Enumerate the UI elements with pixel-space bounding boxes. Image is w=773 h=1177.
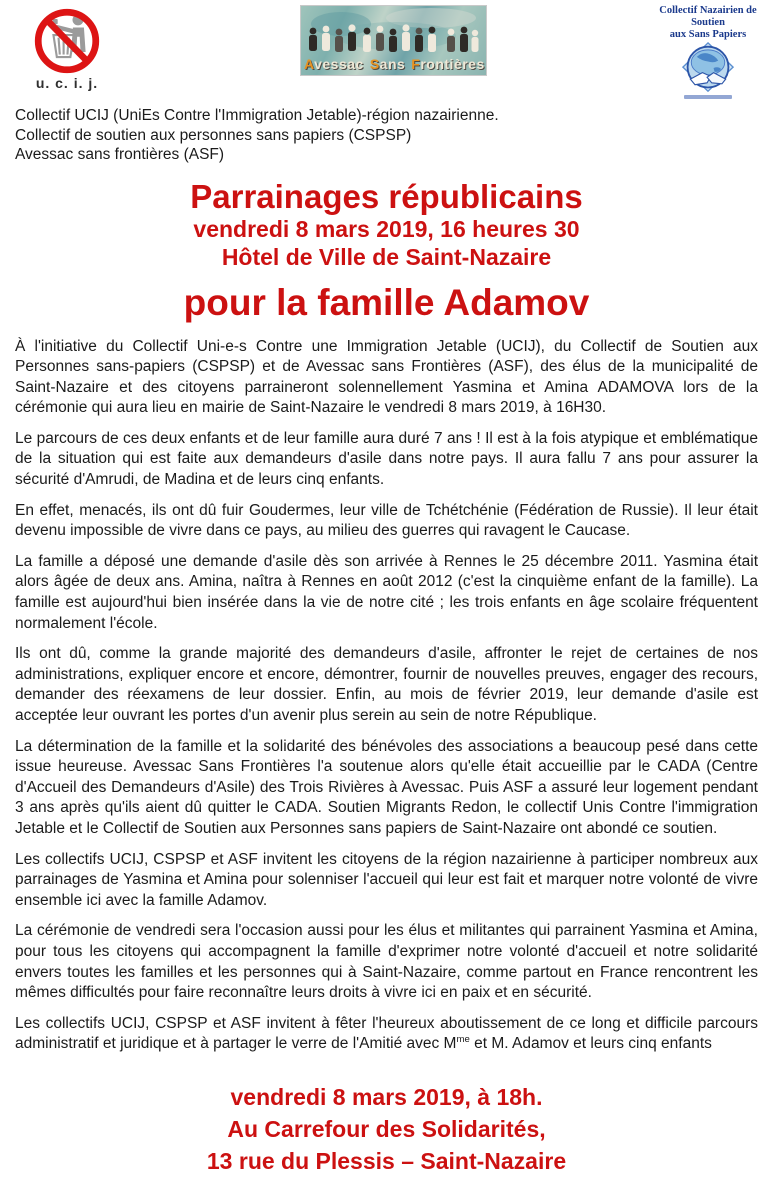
asf-logo-text: Avessac Sans Frontières <box>304 56 485 72</box>
paragraph: Le parcours de ces deux enfants et de leur famille aura duré 7 ans ! Il est à la fois atypique et emblématique de la situation qui est faite aux demandeurs d'asile dans notre pays. Il aura fallu 7 ans pour assurer la sécurité d'Amrudi, de Madina et de leurs cinq enfants. <box>15 429 758 489</box>
paragraph-closing: Les collectifs UCIJ, CSPSP et ASF invitent à fêter l'heureux aboutissement de ce long et difficile parcours administratif et juridique et à partager le verre de l'Amitié avec $M^{me}$ et M. Adamov et leurs cinq enfants <box>15 1014 758 1053</box>
paragraph: En effet, menacés, ils ont dû fuir Goudermes, leur ville de Tchétchénie (Fédération de Russie). Il leur était devenu impossible de vivre dans ce pays, au milieu des guerres qui ravagent le Caucase. <box>15 501 758 540</box>
globe-handshake-icon <box>680 42 736 94</box>
logo-row <box>0 0 773 98</box>
no-littering-icon <box>24 8 110 74</box>
collective-line: Collectif de soutien aux personnes sans papiers (CSPSP) <box>15 126 412 144</box>
footer-address: 13 rue du Plessis – Saint-Nazaire <box>206 1147 567 1174</box>
paragraph: Ils ont dû, comme la grande majorité des demandeurs d'asile, affronter le rejet de certaines de nos administrations, expliquer encore et encore, démontrer, fournir de nouvelles preuves, engager des recours, demander des réexamens de leur dossier. Enfin, au mois de février 2019, leur demande d'asile est acceptée leur ouvrant les portes d'un avenir plus serein au sein de notre République. <box>15 645 758 724</box>
cnsp-logo <box>650 5 766 99</box>
body-text <box>0 323 773 1055</box>
asf-logo <box>300 5 487 76</box>
paragraph: Les collectifs UCIJ, CSPSP et ASF invitent les citoyens de la région nazairienne à participer nombreux aux parrainages de Yasmina et Amina pour solenniser l'accueil qui leur est fait et marquer notre volonté de vivre ensemble ici avec la famille Adamov. <box>15 850 758 909</box>
paragraph: La détermination de la famille et la solidarité des bénévoles des associations a beaucoup pesé dans cette issue heureuse. Avessac Sans Frontières l'a soutenue alors qu'elle était accueillie par le CADA (Centre d'Accueil des Demandeurs d'Asile) des Trois Rivières à Avessac. Puis ASF a assuré leur logement pendant 3 ans après qu'ils aient dû quitter le CADA. Soutien Migrants Redon, le collectif Unis Contre l'immigration Jetable et le Collectif de Soutien aux Personnes sans papiers de Saint-Nazaire ont abondé ce soutien. <box>15 737 758 837</box>
superscript-me: me <box>456 1034 470 1046</box>
footer-venue: Au Carrefour des Solidarités, <box>227 1115 546 1142</box>
title-block <box>0 179 773 323</box>
ucij-logo <box>14 8 120 91</box>
cnsp-caption-blur <box>684 95 732 99</box>
family-title: pour la famille Adamov <box>183 281 590 323</box>
main-title: Parrainages républicains <box>190 177 583 215</box>
paragraph: À l'initiative du Collectif Uni-e-s Contre une Immigration Jetable (UCIJ), du Collectif de Soutien aux Personnes sans-papiers (CSPSP) et de Avessac sans Frontières (ASF), des élus de la municipalité de Saint-Nazaire et des citoyens parraineront solennellement Yasmina et Amina ADAMOVA lors de la cérémonie qui aura lieu en mairie de Saint-Nazaire le vendredi 8 mars 2019, à 16H30. <box>15 337 758 417</box>
collective-line: Collectif UCIJ (UniEs Contre l'Immigration Jetable)-région nazairienne. <box>15 107 499 124</box>
event-datetime: vendredi 8 mars 2019, 16 heures 30 <box>193 215 580 242</box>
paragraph: La cérémonie de vendredi sera l'occasion aussi pour les élus et militantes qui parrainent Yasmina et Amina, pour tous les citoyens qui accompagnent la famille d'exprimer notre volonté d'accueil et notre solidarité envers toutes les familles et les personnes qui à Saint-Nazaire, comme partout en France rencontrent les mêmes difficultés pour faire reconnaître leurs droits à vivre ici en paix et en sécurité. <box>15 922 758 1002</box>
event-location: Hôtel de Ville de Saint-Nazaire <box>221 243 552 270</box>
event-footer <box>0 1081 773 1177</box>
collectives-list <box>0 98 773 165</box>
cnsp-logo-title: Collectif Nazairien de Soutien <box>659 5 757 28</box>
ucij-caption: u. c. i. j. <box>35 75 99 91</box>
footer-datetime: vendredi 8 mars 2019, à 18h. <box>230 1083 543 1110</box>
cnsp-logo-subtitle: aux Sans Papiers <box>669 29 747 40</box>
paragraph: La famille a déposé une demande d'asile dès son arrivée à Rennes le 25 décembre 2011. Yasmina était alors âgée de deux ans. Amina, naîtra à Rennes en août 2012 (c'est la cinquième enfant de la famille). La famille est aujourd'hui bien insérée dans la vie de notre cité ; les trois enfants en âge scolaire fréquentent normalement l'école. <box>15 552 758 632</box>
collective-line: Avessac sans frontières (ASF) <box>15 146 225 163</box>
